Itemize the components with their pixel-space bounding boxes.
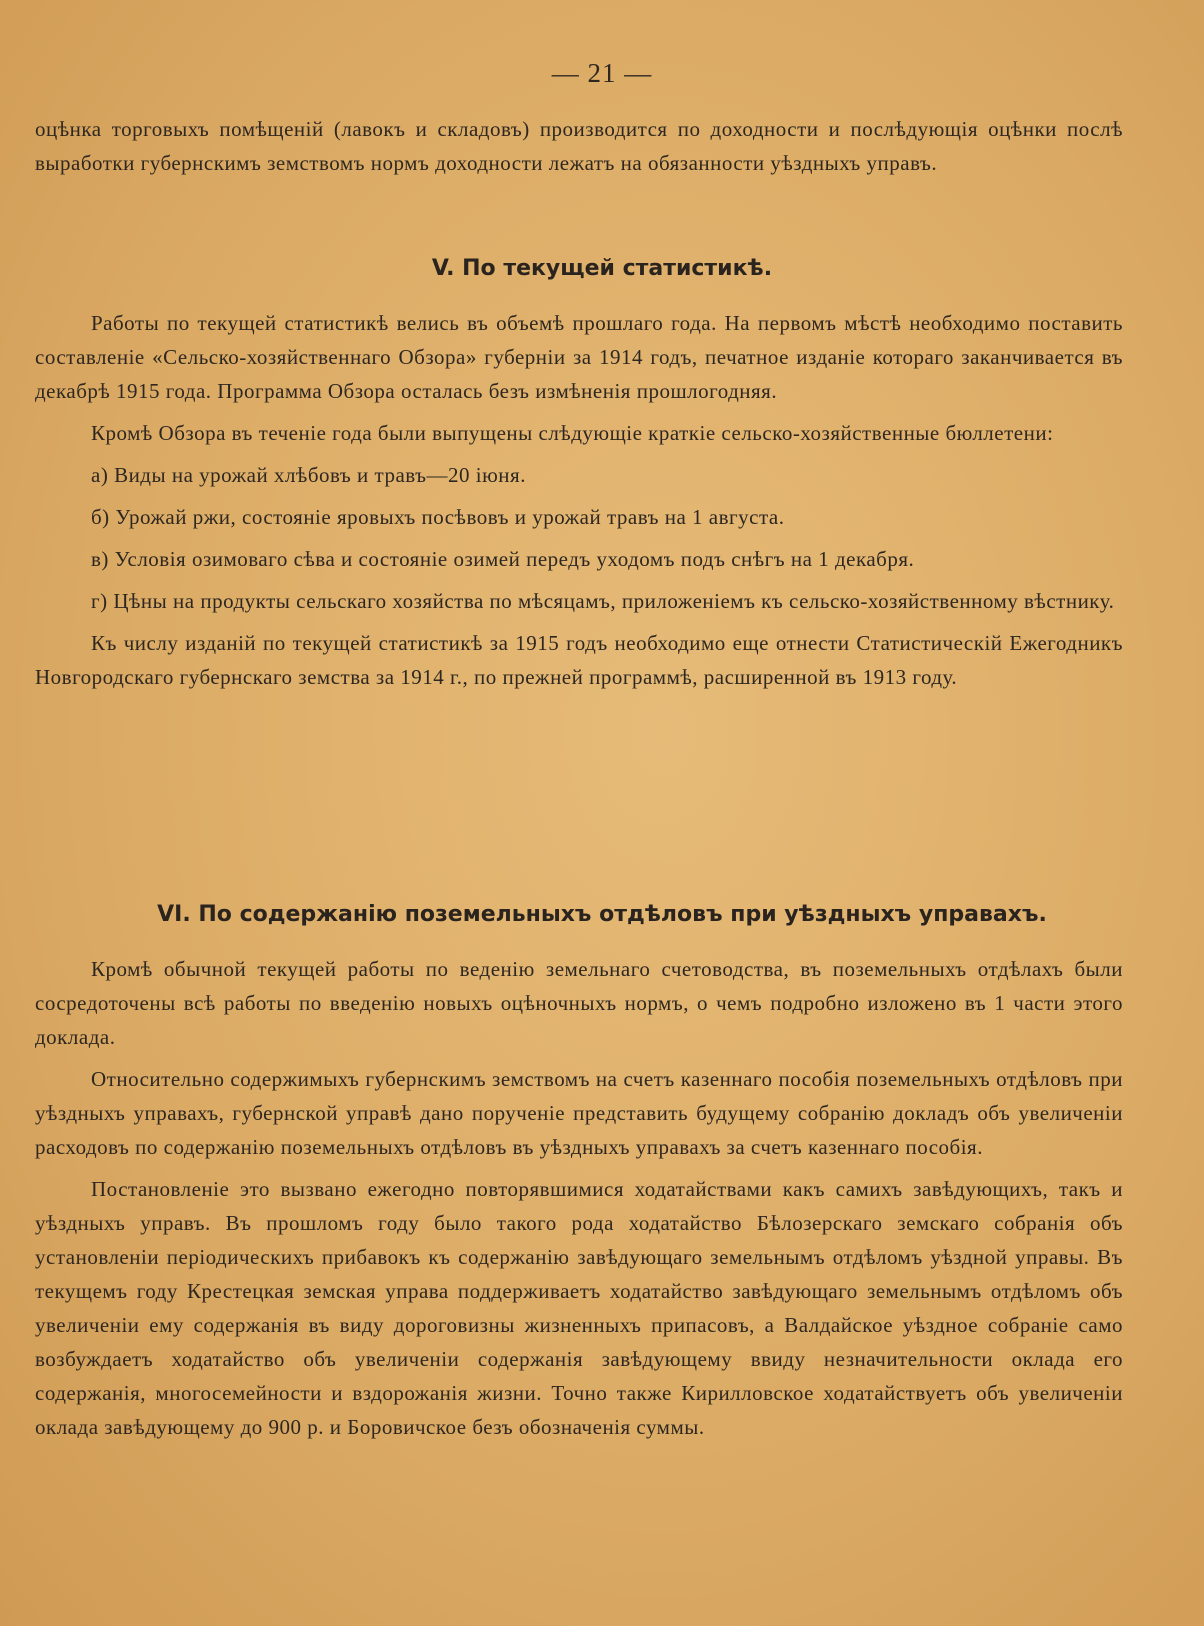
section-vi-paragraph-3: Постановленіе это вызвано ежегодно повторявшимися ходатайствами какъ самихъ завѣдующихъ, такъ и уѣздныхъ управъ. Въ прошломъ году было такого рода ходатайство Бѣлозерскаго земскаго собранія объ установленіи періодическихъ прибавокъ къ содержанію завѣдующаго земельнымъ отдѣломъ уѣздной управы. Въ текущемъ году Крестецкая земская управа поддерживаетъ ходатайство завѣдующаго земельнымъ отдѣломъ объ увеличеніи ему содержанія въ виду дороговизны жизненныхъ припасовъ, а Валдайское уѣздное собраніе само возбуждаетъ ходатайство объ увеличеніи содержанія завѣдующему ввиду незначительности оклада его содержанія, многосемейности и вздорожанія жизни. Точно также Кирилловское ходатайствуетъ объ увеличеніи оклада завѣдующему до 900 р. и Боровичское безъ обозначенія суммы. <box>35 1177 1123 1439</box>
intro-paragraph: оцѣнка торговыхъ помѣщеній (лавокъ и складовъ) производится по доходности и послѣдующія оцѣнки послѣ выработки губернскимъ земствомъ нормъ доходности лежатъ на обязанности уѣздныхъ управъ. <box>35 117 1123 175</box>
bulletin-item-b: б) Урожай ржи, состояніе яровыхъ посѣвовъ и урожай травъ на 1 августа. <box>91 505 785 529</box>
section-v-paragraph-2: Кромѣ Обзора въ теченіе года были выпущены слѣдующіе краткіе сельско-хозяйственные бюллетени: <box>91 421 1054 445</box>
section-vi-paragraph-2: Относительно содержимыхъ губернскимъ земствомъ на счетъ казеннаго пособія поземельныхъ отдѣловъ при уѣздныхъ управахъ, губернской управѣ дано порученіе представить будущему собранію докладъ объ увеличеніи расходовъ по содержанію поземельныхъ отдѣловъ въ уѣздныхъ управахъ за счетъ казеннаго пособія. <box>35 1067 1123 1159</box>
section-vi-heading: VI. По содержанію поземельныхъ отдѣловъ при уѣздныхъ управахъ. <box>157 902 1047 927</box>
section-vi-paragraph-1: Кромѣ обычной текущей работы по веденію земельнаго счетоводства, въ поземельныхъ отдѣлахъ были сосредоточены всѣ работы по введенію новыхъ оцѣночныхъ нормъ, о чемъ подробно изложено въ 1 части этого доклада. <box>35 957 1123 1049</box>
bulletin-item-c: в) Условія озимоваго сѣва и состояніе озимей передъ уходомъ подъ снѣгъ на 1 декабря. <box>91 547 915 571</box>
page-number: — 21 — <box>551 58 653 88</box>
bulletin-item-a: а) Виды на урожай хлѣбовъ и травъ—20 іюня. <box>91 463 526 487</box>
section-v-heading: V. По текущей статистикѣ. <box>431 256 773 281</box>
section-vi-body <box>35 952 1123 1444</box>
section-v-paragraph-3: Къ числу изданій по текущей статистикѣ за 1915 годъ необходимо еще отнести Статистическій Ежегодникъ Новгородскаго губернскаго земства за 1914 г., по прежней программѣ, расширенной въ 1913 году. <box>35 631 1123 689</box>
section-v-paragraph-1: Работы по текущей статистикѣ велись въ объемѣ прошлаго года. На первомъ мѣстѣ необходимо поставить составленіе «Сельско-хозяйственнаго Обзора» губерніи за 1914 годъ, печатное изданіе котораго заканчивается въ декабрѣ 1915 года. Программа Обзора осталась безъ измѣненія прошлогодняя. <box>35 311 1123 403</box>
bulletin-item-d: г) Цѣны на продукты сельскаго хозяйства по мѣсяцамъ, приложеніемъ къ сельско-хозяйственному вѣстнику. <box>91 589 1115 613</box>
intro-paragraph-block <box>35 112 1123 180</box>
section-v-body <box>35 306 1123 694</box>
